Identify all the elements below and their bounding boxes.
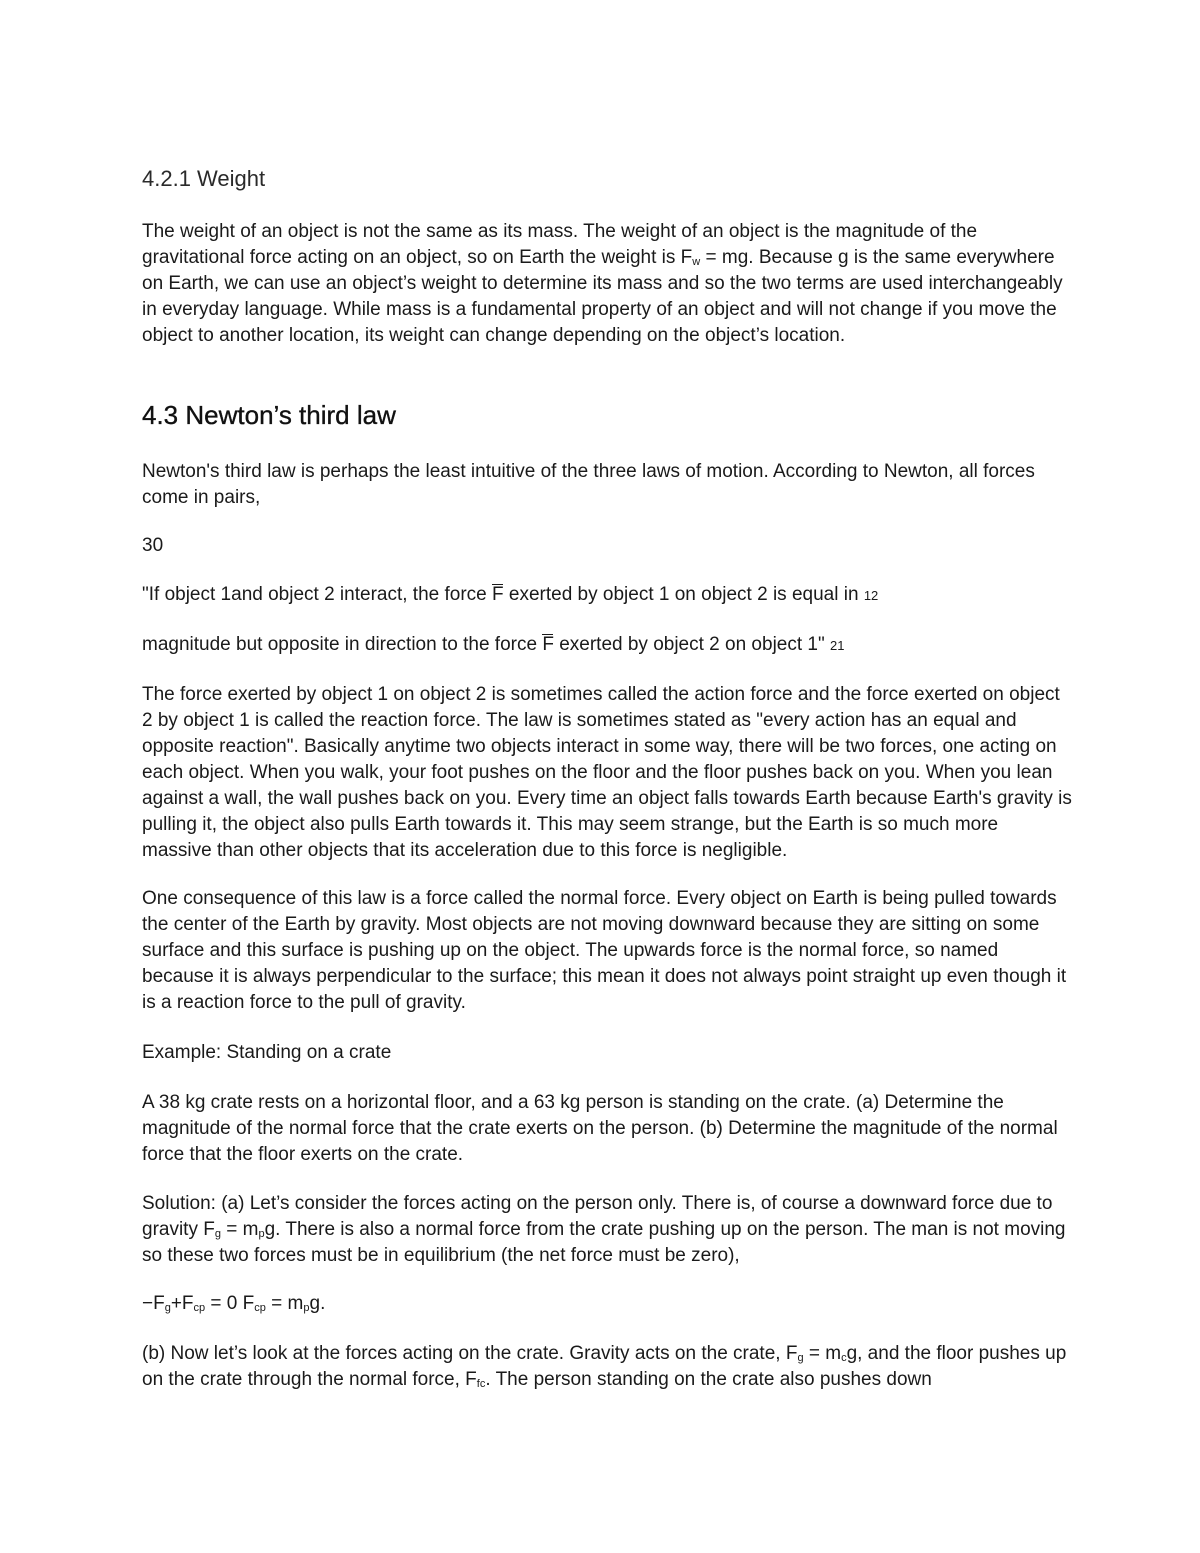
subscript: g [797,1352,804,1364]
text: = m [265,1293,304,1314]
text: exerted by object 1 on object 2 is equal in [503,584,864,605]
text: g. There is also a normal force from the crate pushing up on the person. The man is not moving so these two forces must be in equilibrium (the net force must be zero), [142,1219,1066,1266]
quote-line-2 [142,632,1072,659]
text: . The person standing on the crate also pushes down [485,1369,932,1390]
subscript: cp [193,1302,206,1314]
text: (b) Now let’s look at the forces acting on the crate. Gravity acts on the crate, F [142,1343,798,1364]
subscript: w [692,256,701,268]
text: g. [309,1293,326,1314]
subscript: g [164,1302,171,1314]
force-index: 21 [830,638,845,653]
text: The weight of an object is not the same as its mass. The weight of an object is the magnitude of the gravitational force acting on an object, so on Earth the weight is F [142,221,978,268]
force-vector-symbol: F [542,632,554,658]
text: = m [803,1343,842,1364]
text: = 0 F [205,1293,255,1314]
subscript: p [258,1228,265,1240]
paragraph-intro: Newton's third law is perhaps the least intuitive of the three laws of motion. According to Newton, all forces come in pairs, [142,461,1035,508]
text: −F [142,1293,165,1314]
quote-line-1 [142,582,1072,609]
equation-line [142,1291,1072,1317]
text: exerted by object 2 on object 1" [553,634,831,655]
paragraph-solution-b [142,1341,1072,1393]
text: g, and the floor pushes up on the crate through the normal force, F [142,1343,1067,1390]
force-vector-symbol: F [492,582,504,608]
text: = mg. Because g is the same everywhere on Earth, we can use an object’s weight to determine its mass and so the two terms are used interchangeably in everyday language. While mass is a fundamental property of an object and will not change if you move the object to another location, its weight can change depending on the object’s location. [142,247,1063,346]
paragraph-action-reaction: The force exerted by object 1 on object 2 is sometimes called the action force and the force exerted on object 2 by object 1 is called the reaction force. The law is sometimes stated as "every action has an equal and opposite reaction". Basically anytime two objects interact in some way, there will be two forces, one acting on each object. When you walk, your foot pushes on the floor and the floor pushes back on you. When you lean against a wall, the wall pushes back on you. Every time an object falls towards Earth because Earth's gravity is pulling it, the object also pulls Earth towards it. This may seem strange, but the Earth is so much more massive than other objects that its acceleration due to this force is negligible. [142,684,1072,861]
text: Solution: (a) Let’s consider the forces acting on the person only. There is, of course a downward force due to gravity F [142,1193,1053,1240]
example-title: Example: Standing on a crate [142,1042,392,1063]
text: "If object 1and object 2 interact, the force [142,584,493,605]
subscript: cp [254,1302,266,1314]
paragraph-normal-force: One consequence of this law is a force called the normal force. Every object on Earth is being pulled towards the center of the Earth by gravity. Most objects are not moving downward because they are sitting on some surface and this surface is pushing up on the object. The upwards force is the normal force, so named because it is always perpendicular to the surface; this mean it does not always point straight up even though it is a reaction force to the pull of gravity. [142,888,1067,1013]
paragraph-weight [142,219,1072,349]
subscript: g [214,1228,221,1240]
section-heading-4-2-1: 4.2.1 Weight [142,166,266,191]
paragraph-solution-a [142,1191,1072,1269]
text: +F [170,1293,194,1314]
page-number: 30 [142,535,164,556]
subscript: p [303,1302,310,1314]
force-index: 12 [863,588,879,603]
section-heading-4-3: 4.3 Newton’s third law [142,400,396,430]
subscript: c [841,1352,847,1364]
text: magnitude but opposite in direction to the force [142,634,543,655]
paragraph-problem: A 38 kg crate rests on a horizontal floor, and a 63 kg person is standing on the crate. (a) Determine the magnitude of the normal force that the crate exerts on the person. (b) Determine the magnitude of the normal force that the floor exerts on the crate. [142,1092,1058,1165]
subscript: fc [476,1378,486,1390]
text: = m [220,1219,259,1240]
